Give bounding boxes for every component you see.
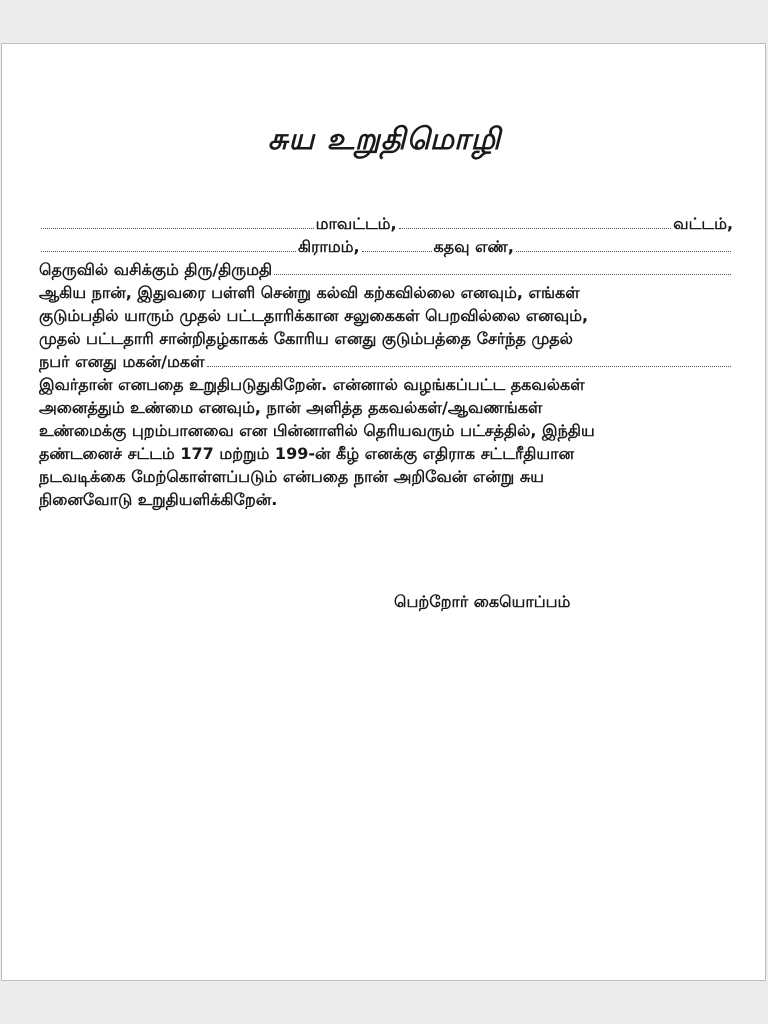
child-line (39, 350, 733, 373)
village-blank[interactable] (41, 235, 296, 252)
door-no-blank-before[interactable] (362, 235, 432, 252)
declaration-text-line: இவர்தான் எனபதை உறுதிபடுதுகிறேன். என்னால் வழங்கப்பட்ட தகவல்கள் (39, 375, 585, 394)
parent-signature-label: பெற்றோர் கையொப்பம் (394, 592, 571, 611)
declaration-text-line: உண்மைக்கு புறம்பானவை என பின்னாளில் தெரியவரும் பட்சத்தில், இந்திய (39, 421, 595, 440)
district-label: மாவட்டம், (315, 214, 397, 233)
declaration-text-line: நினைவோடு உறுதியளிக்கிறேன். (39, 490, 278, 509)
door-no-label: கதவு எண், (433, 237, 514, 256)
village-door-line (39, 235, 733, 258)
door-no-blank[interactable] (516, 235, 731, 252)
declaration-text-line: நடவடிக்கை மேற்கொள்ளப்படும் என்பதை நான் அறிவேன் என்று சுய (39, 467, 544, 486)
taluk-label: வட்டம், (673, 214, 733, 233)
declaration-text-line: குடும்பதில் யாரும் முதல் பட்டதாரிக்கான சலுகைகள் பெறவில்லை எனவும், (39, 306, 589, 325)
document-page (1, 43, 766, 981)
street-label: தெருவில் வசிக்கும் திரு/திருமதி (39, 260, 273, 279)
child-label: நபர் எனது மகன்/மகள் (39, 352, 205, 371)
child-name-blank[interactable] (207, 350, 731, 367)
district-taluk-line (39, 212, 733, 235)
declaration-text-line: தண்டனைச் சட்டம் 177 மற்றும் 199-ன் கீழ் எனக்கு எதிராக சட்டரீதியான (39, 444, 574, 463)
taluk-blank[interactable] (399, 212, 672, 229)
declaration-body (39, 212, 733, 511)
district-blank[interactable] (41, 212, 314, 229)
name-blank[interactable] (274, 258, 731, 275)
declaration-text-line: முதல் பட்டதாரி சான்றிதழ்காகக் கோரிய எனது குடும்பத்தை சேர்ந்த முதல் (39, 329, 573, 348)
declaration-text-line: ஆகிய நான், இதுவரை பள்ளி சென்று கல்வி கற்கவில்லை எனவும், எங்கள் (39, 283, 580, 302)
street-line (39, 258, 733, 281)
village-label: கிராமம், (297, 237, 360, 256)
document-title: சுய உறுதிமொழி (267, 122, 502, 157)
declaration-text-line: அனைத்தும் உண்மை எனவும், நான் அளித்த தகவல்கள்/ஆவணங்கள் (39, 398, 543, 417)
